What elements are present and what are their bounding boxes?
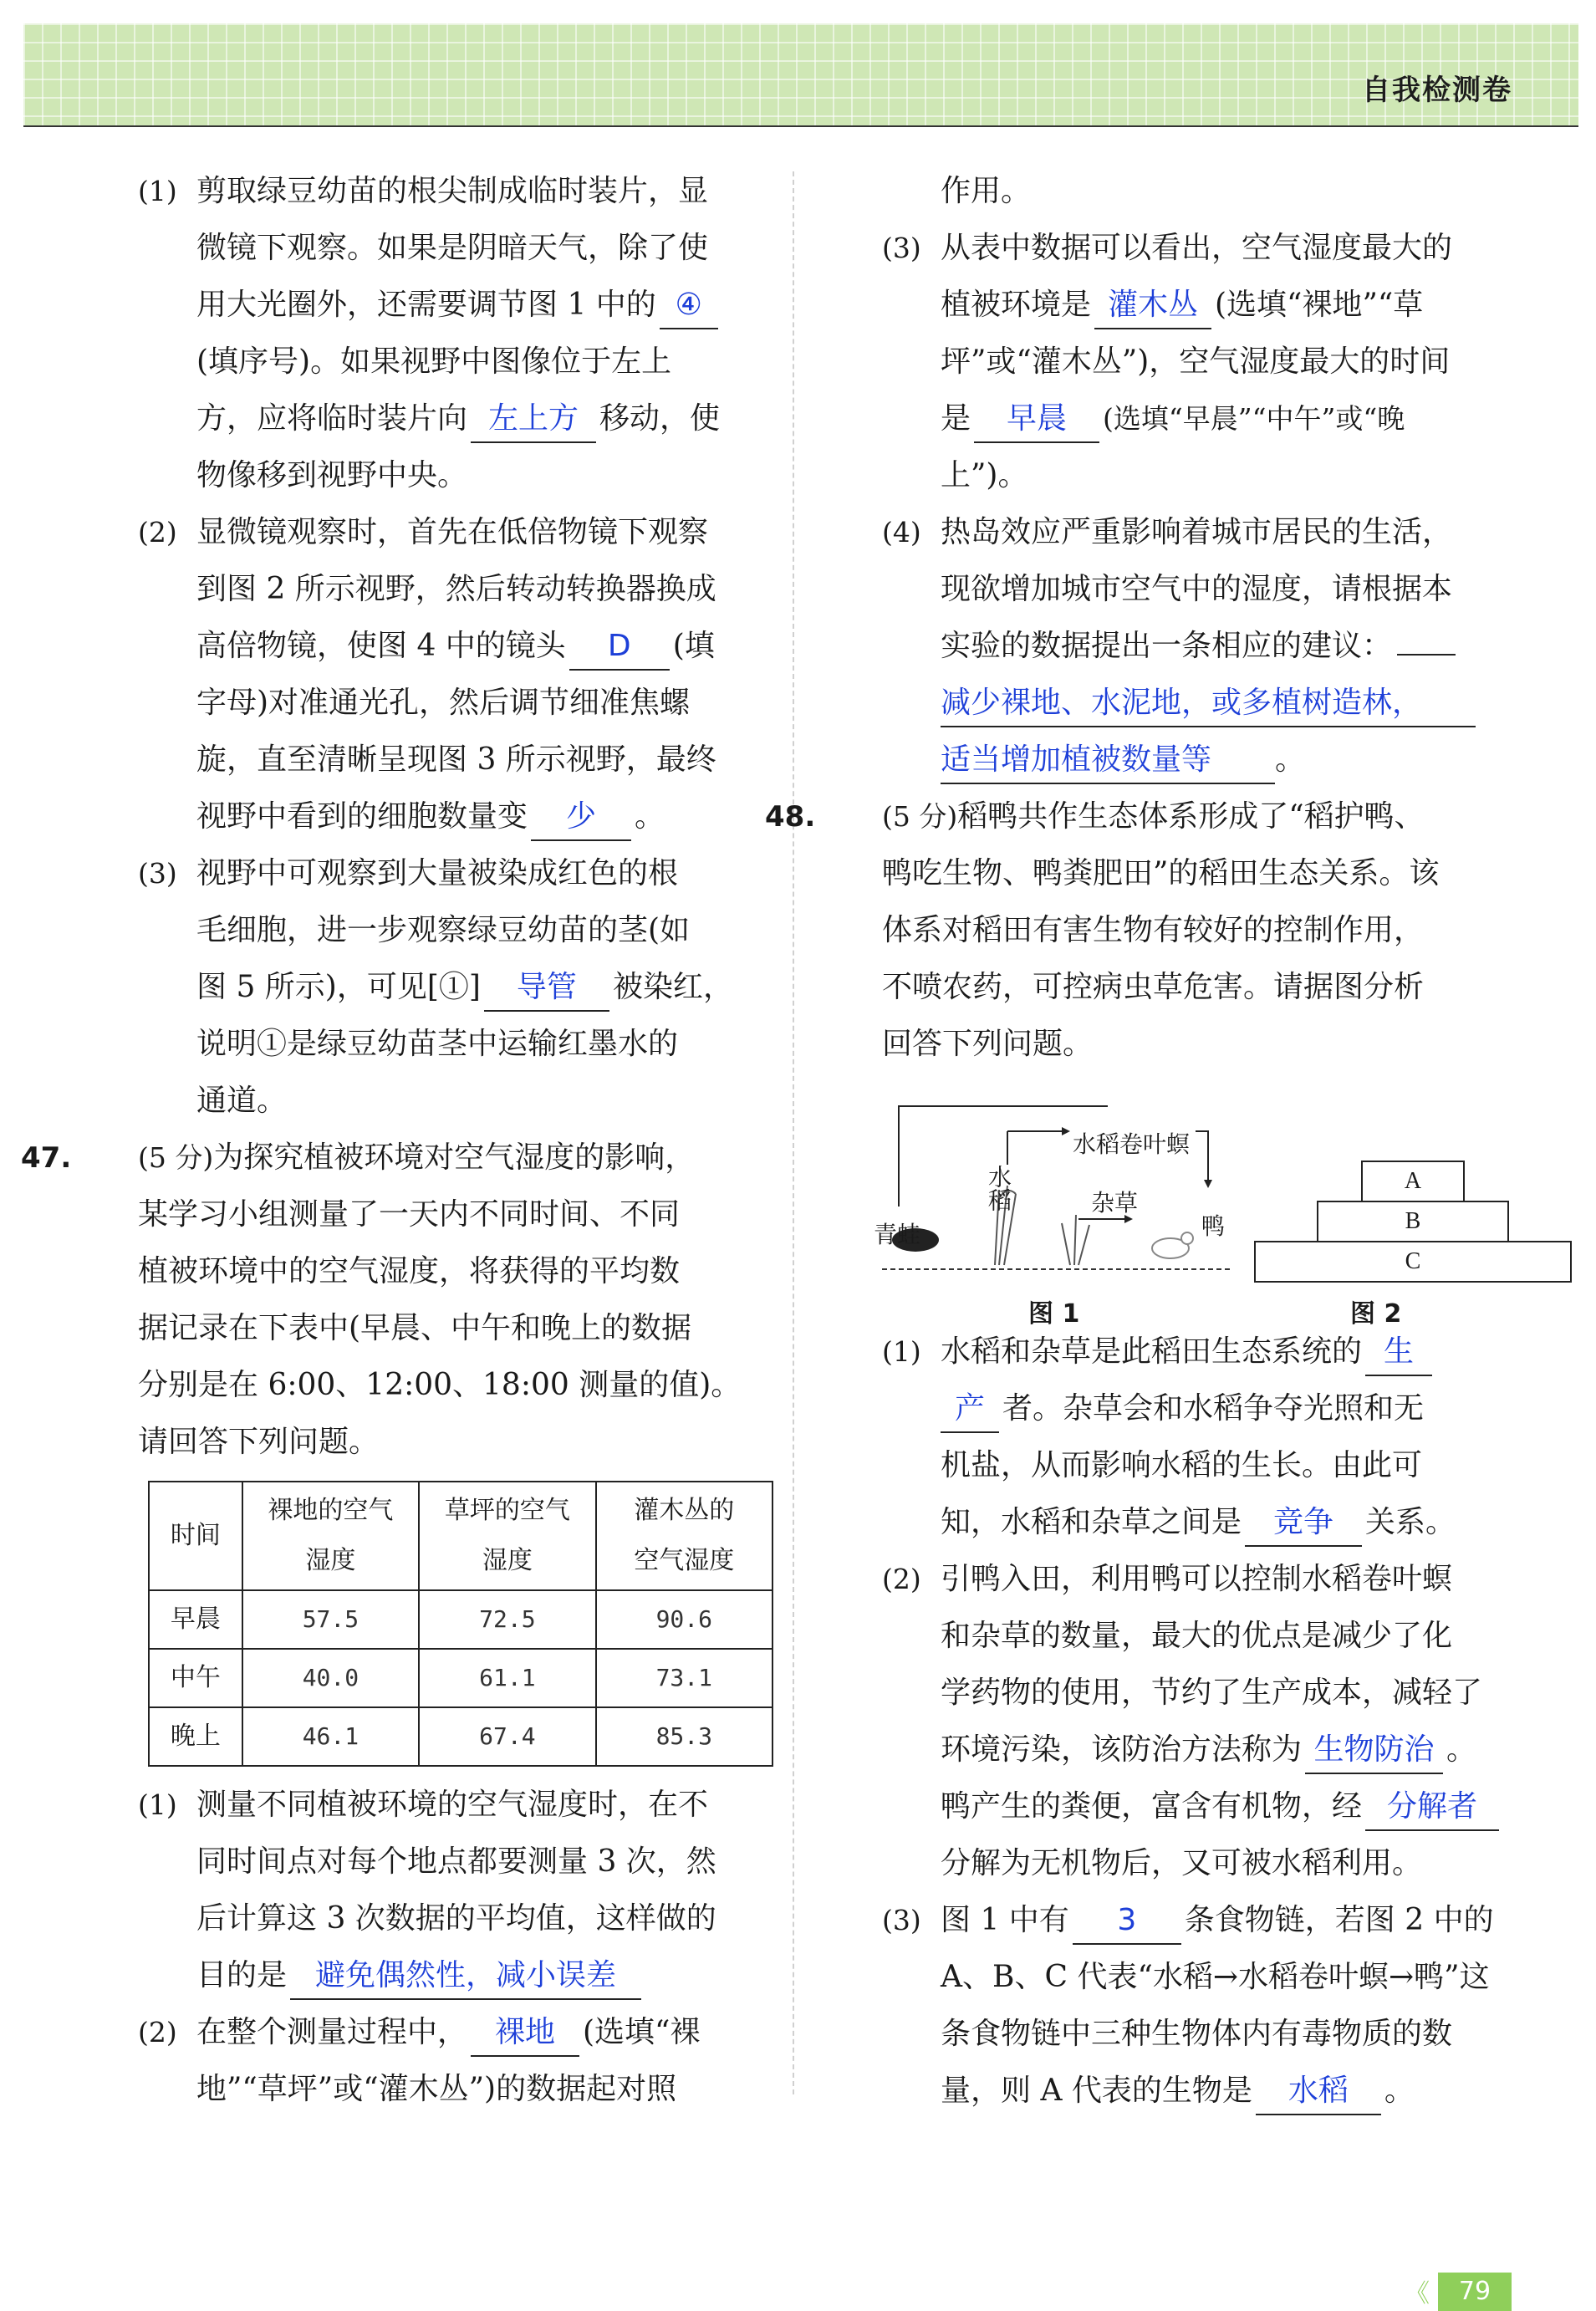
label-rice: 水稻 <box>985 1165 1012 1212</box>
question-number: 48. <box>765 800 816 834</box>
table-cell: 67.4 <box>419 1707 595 1766</box>
item-label: (1) <box>138 175 177 207</box>
figure-caption: 图 1 <box>1028 1299 1080 1329</box>
item-label: (3) <box>138 857 177 890</box>
answer-blank[interactable]: 导管 <box>484 965 609 1012</box>
table-cell: 中午 <box>149 1649 242 1707</box>
text-line: 47. (5 分)为探究植被环境对空气湿度的影响， <box>138 1130 773 1186</box>
text-line: 在整个测量过程中， 裸地 (选填“裸 <box>196 2004 773 2061</box>
left-item-1 <box>138 163 773 504</box>
text-line: 毛细胞，进一步观察绿豆幼苗的茎(如 <box>196 913 691 947</box>
text-line: 回答下列问题。 <box>882 1027 1094 1061</box>
text-line: 鸭吃生物、鸭粪肥田”的稻田生态关系。该 <box>882 856 1440 890</box>
pyramid-level-a: A <box>1361 1161 1465 1202</box>
text-line: 热岛效应严重影响着城市居民的生活， <box>941 515 1453 549</box>
text-line: 实验的数据提出一条相应的建议： <box>941 618 1509 675</box>
text-line: 据记录在下表中(早晨、中午和晚上的数据 <box>138 1311 692 1345</box>
label-weed: 杂草 <box>1091 1189 1139 1217</box>
text-line: 作用。 <box>941 174 1032 208</box>
text-line: 地”“草坪”或“灌木丛”)的数据起对照 <box>196 2072 677 2106</box>
page-number: 79 <box>1438 2273 1512 2311</box>
arrow-line <box>1196 1131 1208 1181</box>
text-line: 分解为无机物后，又可被水稻利用。 <box>941 1846 1423 1880</box>
question-number: 47. <box>21 1141 72 1175</box>
pyramid-level-c: C <box>1254 1241 1572 1283</box>
table-cell: 61.1 <box>419 1649 595 1707</box>
answer-blank[interactable]: 竞争 <box>1245 1500 1362 1547</box>
text-line: 视野中看到的细胞数量变 少 。 <box>196 788 773 845</box>
answer-blank[interactable]: 避免偶然性，减小误差 <box>290 1953 641 2000</box>
label-duck: 鸭 <box>1201 1212 1226 1240</box>
text-line: 量，则 A 代表的生物是 水稻 。 <box>941 2063 1509 2120</box>
text-line: 适当增加植被数量等 。 <box>941 732 1509 788</box>
text-line: 显微镜观察时，首先在低倍物镜下观察 <box>196 515 709 549</box>
left-item-2 <box>138 504 773 845</box>
answer-underline <box>1397 620 1456 656</box>
arrowhead <box>1204 1180 1212 1188</box>
text-line: 机盐，从而影响水稻的生长。由此可 <box>941 1448 1423 1482</box>
answer-blank[interactable]: 少 <box>531 794 631 841</box>
text-line: 微镜下观察。如果是阴暗天气，除了使 <box>196 231 709 265</box>
table-cell: 40.0 <box>242 1649 419 1707</box>
item-label: (4) <box>882 516 921 548</box>
table-header: 时间 <box>149 1482 242 1590</box>
table-row <box>149 1707 773 1766</box>
weed-icon <box>1062 1215 1089 1265</box>
table-header: 草坪的空气 湿度 <box>419 1482 595 1590</box>
table-cell: 晚上 <box>149 1707 242 1766</box>
answer-blank[interactable]: ④ <box>660 283 718 329</box>
item-label: (2) <box>138 2016 177 2048</box>
table-cell: 90.6 <box>596 1590 773 1649</box>
q47-sub-3 <box>882 220 1509 504</box>
answer-blank[interactable]: 减少裸地、水泥地，或多植树造林， <box>941 681 1476 727</box>
question-48 <box>765 788 1509 2120</box>
table-cell: 早晨 <box>149 1590 242 1649</box>
text-line: 和杂草的数量，最大的优点是减少了化 <box>941 1619 1453 1653</box>
answer-blank[interactable]: D <box>569 624 670 671</box>
q48-sub-2 <box>882 1551 1509 1892</box>
text-line: 条食物链中三种生物体内有毒物质的数 <box>941 2017 1453 2051</box>
text-line: 植被环境是 灌木丛 (选填“裸地”“草 <box>941 277 1509 334</box>
text-line: 48. (5 分)稻鸭共作生态体系形成了“稻护鸭、 <box>882 788 1509 845</box>
text-line: 物像移到视野中央。 <box>196 458 468 492</box>
q48-sub-1 <box>882 1324 1509 1551</box>
label-pest: 水稻卷叶螟 <box>1073 1130 1191 1158</box>
table-header-row <box>149 1482 773 1590</box>
column-divider <box>793 171 794 2094</box>
q47-sub-4 <box>882 504 1509 788</box>
page-arrow-icon: 《 <box>1405 2279 1430 2308</box>
pyramid-level-b: B <box>1317 1201 1509 1242</box>
text-line <box>941 675 1509 732</box>
page-title: 自我检测卷 <box>1362 74 1512 107</box>
text-line: 旋，直至清晰呈现图 3 所示视野，最终 <box>196 742 716 777</box>
table-cell: 46.1 <box>242 1707 419 1766</box>
arrowhead <box>1062 1127 1070 1135</box>
text-line: 坪”或“灌木丛”)，空气湿度最大的时间 <box>941 344 1451 379</box>
text-line: A、B、C 代表“水稻→水稻卷叶螟→鸭”这 <box>941 1960 1490 1994</box>
left-item-3 <box>138 845 773 1130</box>
text-line: 用大光圈外，还需要调节图 1 中的 ④ <box>196 277 773 334</box>
text-line: 环境污染，该防治方法称为 生物防治 。 <box>941 1722 1509 1778</box>
text-line: 请回答下列问题。 <box>138 1425 380 1459</box>
text-line: 上”)。 <box>941 458 1028 492</box>
text-line: 测量不同植被环境的空气湿度时，在不 <box>196 1788 709 1822</box>
figure-caption: 图 2 <box>1350 1299 1402 1329</box>
text-line: 目的是 避免偶然性，减小误差 <box>196 1947 773 2004</box>
text-line: 图 5 所示)，可见[①] 导管 被染红， <box>196 959 773 1016</box>
table-row <box>149 1649 773 1707</box>
table-cell: 73.1 <box>596 1649 773 1707</box>
text-line: 某学习小组测量了一天内不同时间、不同 <box>138 1197 681 1232</box>
text-line: 植被环境中的空气湿度，将获得的平均数 <box>138 1254 681 1288</box>
text-line: 鸭产生的粪便，富含有机物，经 分解者 <box>941 1778 1509 1835</box>
text-line: 方，应将临时装片向 左上方 移动，使 <box>196 390 773 447</box>
text-line: 知，水稻和杂草之间是 竞争 关系。 <box>941 1494 1509 1551</box>
text-line: 后计算这 3 次数据的平均值，这样做的 <box>196 1901 716 1936</box>
item-label: (2) <box>882 1563 921 1595</box>
text-line: 视野中可观察到大量被染成红色的根 <box>196 856 679 890</box>
text-line: 分别是在 6:00、12:00、18:00 测量的值)。 <box>138 1368 742 1402</box>
text-line: 到图 2 所示视野，然后转动转换器换成 <box>196 572 716 606</box>
text-line: 体系对稻田有害生物有较好的控制作用， <box>882 913 1425 947</box>
text-line: (填序号)。如果视野中图像位于左上 <box>196 344 672 379</box>
item-label: (3) <box>882 1904 921 1936</box>
text-line: 学药物的使用，节约了生产成本，减轻了 <box>941 1676 1483 1710</box>
item-label: (1) <box>882 1335 921 1368</box>
right-column <box>765 163 1509 2120</box>
text-line: 不喷农药，可控病虫草危害。请据图分析 <box>882 970 1425 1004</box>
text-line: 水稻和杂草是此稻田生态系统的 生 <box>941 1324 1509 1380</box>
humidity-table <box>148 1481 773 1767</box>
duck-icon <box>1152 1232 1193 1258</box>
answer-blank[interactable]: 分解者 <box>1365 1784 1499 1831</box>
text-line: 剪取绿豆幼苗的根尖制成临时装片，显 <box>196 174 709 208</box>
q47-sub-1 <box>138 1777 773 2004</box>
text-line: 引鸭入田，利用鸭可以控制水稻卷叶螟 <box>941 1562 1453 1596</box>
text-line: 通道。 <box>196 1084 288 1118</box>
figures <box>874 1081 1517 1329</box>
text-line: 高倍物镜，使图 4 中的镜头 D (填 <box>196 618 773 675</box>
table-row <box>149 1590 773 1649</box>
question-47 <box>21 1130 773 2118</box>
table-cell: 72.5 <box>419 1590 595 1649</box>
answer-blank[interactable]: 早晨 <box>974 396 1099 443</box>
table-header: 灌木丛的 空气湿度 <box>596 1482 773 1590</box>
text-line: 同时间点对每个地点都要测量 3 次，然 <box>196 1844 716 1879</box>
answer-blank[interactable]: 生 <box>1365 1329 1432 1376</box>
answer-blank[interactable]: 生物防治 <box>1305 1727 1443 1774</box>
answer-blank[interactable]: 产 <box>941 1386 999 1433</box>
text-line: 现欲增加城市空气中的湿度，请根据本 <box>941 572 1453 606</box>
text-line: 说明①是绿豆幼苗茎中运输红墨水的 <box>196 1027 679 1061</box>
text-line: 是 早晨 (选填“早晨”“中午”或“晚 <box>941 390 1509 447</box>
q48-sub-3 <box>882 1892 1509 2120</box>
item-label: (1) <box>138 1788 177 1821</box>
answer-blank[interactable]: 左上方 <box>471 396 596 443</box>
answer-blank[interactable]: 裸地 <box>471 2010 579 2057</box>
answer-blank[interactable]: 水稻 <box>1256 2069 1381 2115</box>
q47-sub-2 <box>138 2004 773 2118</box>
answer-blank[interactable]: 3 <box>1073 1898 1181 1945</box>
table-cell: 85.3 <box>596 1707 773 1766</box>
text-line: 产 者。杂草会和水稻争夺光照和无 <box>941 1380 1509 1437</box>
header-band <box>23 23 1578 125</box>
table-header: 裸地的空气 湿度 <box>242 1482 419 1590</box>
table-cell: 57.5 <box>242 1590 419 1649</box>
item-label: (2) <box>138 516 177 548</box>
answer-blank[interactable]: 适当增加植被数量等 <box>941 737 1275 784</box>
header-rule <box>23 125 1578 127</box>
text-line: 字母)对准通光孔，然后调节细准焦螺 <box>196 686 691 720</box>
text-line: 图 1 中有 3 条食物链，若图 2 中的 <box>941 1892 1509 1949</box>
left-column <box>21 163 773 2118</box>
item-label: (3) <box>882 232 921 264</box>
text-line: 从表中数据可以看出，空气湿度最大的 <box>941 231 1453 265</box>
label-frog: 青蛙 <box>874 1221 921 1248</box>
answer-blank[interactable]: 灌木丛 <box>1094 283 1211 329</box>
